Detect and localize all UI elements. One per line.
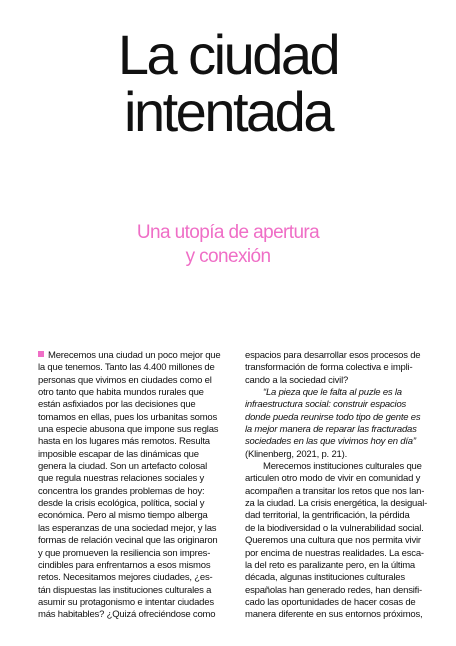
right-column <box>245 350 435 622</box>
body-line: por encima de nuestras realidades. La esca- <box>245 547 424 559</box>
body-line: espacios para desarrollar esos procesos de <box>245 350 421 361</box>
body-line: imposible escapar de las dinámicas que <box>38 448 199 460</box>
article-title <box>0 23 456 143</box>
body-line: están asfixiados por las decisiones que <box>38 399 196 411</box>
left-column <box>38 350 228 622</box>
body-line: za la ciudad. La crisis energética, la desigual- <box>245 498 428 510</box>
body-line: Merecemos instituciones culturales que <box>263 461 422 473</box>
body-line: más habitables? ¿Quizá ofreciéndose como <box>38 609 216 621</box>
body-line: las esperanzas de una sociedad mejor, y las <box>38 522 217 534</box>
body-line: acompañen a transitar los retos que nos lan- <box>245 485 425 497</box>
body-line: personas que vivimos en ciudades como el <box>38 374 212 386</box>
quote-line: donde pueda reunirse todo tipo de gente es <box>245 411 421 423</box>
body-line: desde la crisis ecológica, política, social y <box>38 498 205 510</box>
body-line: Queremos una cultura que nos permita vivir <box>245 535 421 547</box>
body-line: dad territorial, la gentrificación, la pérdida <box>245 510 410 522</box>
body-line: que regula nuestras relaciones sociales y <box>38 473 205 485</box>
body-line: la que tenemos. Tanto las 4.400 millones de <box>38 362 215 374</box>
body-line: década, algunas instituciones culturales <box>245 572 405 584</box>
body-line: transformación de forma colectiva e impli- <box>245 362 413 374</box>
title-line-1: La ciudad <box>117 23 339 86</box>
body-line: formas de relación vecinal que las originaron <box>38 535 218 547</box>
body-line: tán dispuestas las instituciones culturales a <box>38 584 212 596</box>
body-line: articulen otro modo de vivir en comunidad y <box>245 473 421 485</box>
body-line: otro tanto que habita mundos rurales que <box>38 387 204 399</box>
body-line: cado las oportunidades de hacer cosas de <box>245 596 416 608</box>
quote-line: infraestructura social: construir espacios <box>245 399 407 411</box>
body-line: españolas han generado redes, han densifi- <box>245 584 422 596</box>
body-line: cando a la sociedad civil? <box>245 374 349 386</box>
body-line: la del reto es paralizante pero, en la última <box>245 559 416 571</box>
body-line: económica. Pero al mismo tiempo alberga <box>38 510 208 522</box>
quote-line: la mejor manera de reparar las fracturadas <box>245 424 417 436</box>
citation: (Klinenberg, 2021, p. 21). <box>245 448 348 460</box>
body-line: genera la ciudad. Son un artefacto colosal <box>38 461 208 473</box>
quote-line: “La pieza que le falta al puzle es la <box>263 387 402 399</box>
body-line: tomamos en ellas, pues los urbanitas somos <box>38 411 218 423</box>
body-line: retos. Necesitamos mejores ciudades, ¿es- <box>38 572 213 584</box>
body-line: y que promueven la resiliencia son impres- <box>38 547 211 559</box>
quote-line: sociedades en las que vivimos hoy en día” <box>245 436 416 448</box>
body-line: cindibles para enfrentarnos a esos mismos <box>38 559 211 571</box>
body-line: hasta en los lugares más remotos. Resulta <box>38 436 210 448</box>
body-line: asumir su protagonismo e intentar ciudades <box>38 596 214 608</box>
body-line: de la biodiversidad o la vulnerabilidad social. <box>245 522 424 534</box>
subtitle-line-2: y conexión <box>185 246 271 267</box>
body-line: Merecemos una ciudad un poco mejor que <box>38 350 228 362</box>
body-line: manera diferente en sus entornos próximos, <box>245 609 423 621</box>
pink-square-icon <box>38 351 44 357</box>
article-subtitle <box>0 221 456 269</box>
title-line-2: intentada <box>124 80 332 143</box>
subtitle-line-1: Una utopía de apertura <box>136 222 320 243</box>
body-line: concentra los grandes problemas de hoy: <box>38 485 205 497</box>
body-line: una especie abusona que impone sus reglas <box>38 424 219 436</box>
